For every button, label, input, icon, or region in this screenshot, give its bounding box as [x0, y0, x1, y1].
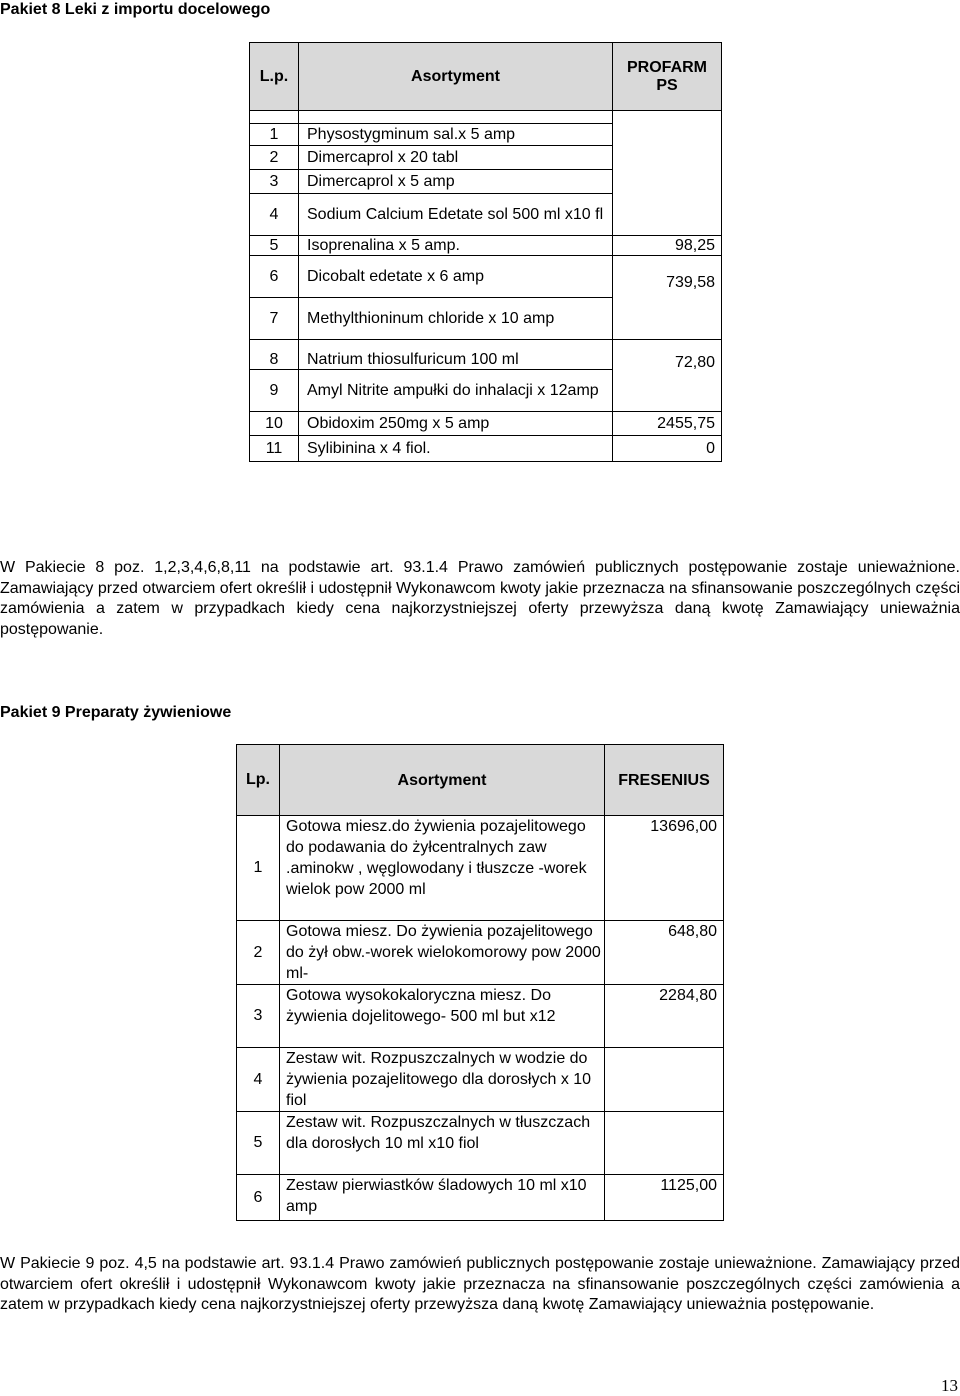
table-row: 3 Gotowa wysokokaloryczna miesz. Do żywienia dojelitowego- 500 ml but x12 2284,80 [237, 985, 724, 1048]
table-row: 4 Zestaw wit. Rozpuszczalnych w wodzie do żywienia pozajelitowego dla dorosłych x 10 fiol [237, 1048, 724, 1112]
price: 98,25 [613, 236, 722, 256]
table-row: 4 Sodium Calcium Edetate sol 500 ml x10 fl [250, 194, 722, 236]
table-row: 9 Amyl Nitrite ampułki do inhalacji x 12amp [250, 370, 722, 412]
price: 739,58 [613, 256, 722, 340]
table-row: 7 Methylthioninum chloride x 10 amp [250, 298, 722, 340]
table-row: 11 Sylibinina x 4 fiol. 0 [250, 436, 722, 462]
header-lp: L.p. [250, 43, 299, 111]
table-row: 1 Gotowa miesz.do żywienia pozajelitowego do podawania do żyłcentralnych zaw .aminokw , węglowodany i tłuszcze -worek wielok pow 2000 ml 13696,00 [237, 816, 724, 921]
table-row: 3 Dimercaprol x 5 amp [250, 170, 722, 194]
pakiet9-note: W Pakiecie 9 poz. 4,5 na podstawie art. 93.1.4 Prawo zamówień publicznych postępowanie zostaje unieważnione. Zamawiający przed otwarciem ofert określił i udostępnił Wykonawcom kwoty jakie przeznacza na sfinansowanie poszczególnych części zamówienia a zatem w przypadkach kiedy cena najkorzystniejszej oferty przewyższa daną kwotę Zamawiający unieważnia postępowanie. [0, 1255, 960, 1313]
price: 72,80 [613, 340, 722, 412]
header-fresenius: FRESENIUS [605, 745, 724, 816]
pakiet8-title: Pakiet 8 Leki z importu docelowego [0, 1, 271, 18]
table-row: 6 Zestaw pierwiastków śladowych 10 ml x10 amp 1125,00 [237, 1175, 724, 1221]
page-number: 13 [941, 1376, 958, 1395]
price: 2284,80 [605, 985, 724, 1048]
table-row: 8 Natrium thiosulfuricum 100 ml 72,80 [250, 340, 722, 370]
table-header-row [237, 745, 724, 816]
price: 1125,00 [605, 1175, 724, 1221]
header-asortyment: Asortyment [280, 745, 605, 816]
price: 648,80 [605, 921, 724, 985]
table-row: 5 Zestaw wit. Rozpuszczalnych w tłuszczach dla dorosłych 10 ml x10 fiol [237, 1112, 724, 1175]
table-row: 10 Obidoxim 250mg x 5 amp 2455,75 [250, 412, 722, 436]
table-row: 1 Physostygminum sal.x 5 amp [250, 124, 722, 146]
header-asortyment: Asortyment [299, 43, 613, 111]
table-row: 2 Dimercaprol x 20 tabl [250, 146, 722, 170]
price: 0 [613, 436, 722, 462]
price: 2455,75 [613, 412, 722, 436]
header-profarm: PROFARM PS [613, 43, 722, 111]
pakiet9-title: Pakiet 9 Preparaty żywieniowe [0, 704, 232, 721]
price: 13696,00 [605, 816, 724, 921]
table-row: 6 Dicobalt edetate x 6 amp 739,58 [250, 256, 722, 298]
table-row: 5 Isoprenalina x 5 amp. 98,25 [250, 236, 722, 256]
table-header-row [250, 43, 722, 111]
pakiet8-table [249, 42, 722, 462]
pakiet8-note: W Pakiecie 8 poz. 1,2,3,4,6,8,11 na podstawie art. 93.1.4 Prawo zamówień publicznych postępowanie zostaje unieważnione. Zamawiający przed otwarciem ofert określił i udostępnił Wykonawcom kwoty jakie przeznacza na sfinansowanie poszczególnych części zamówienia a zatem w przypadkach kiedy cena najkorzystniejszej oferty przewyższa daną kwotę Zamawiający unieważnia postępowanie. [0, 559, 960, 638]
pakiet9-table [236, 744, 724, 1221]
header-lp: Lp. [237, 745, 280, 816]
table-row: 2 Gotowa miesz. Do żywienia pozajelitowego do żył obw.-worek wielokomorowy pow 2000 ml- 648,80 [237, 921, 724, 985]
